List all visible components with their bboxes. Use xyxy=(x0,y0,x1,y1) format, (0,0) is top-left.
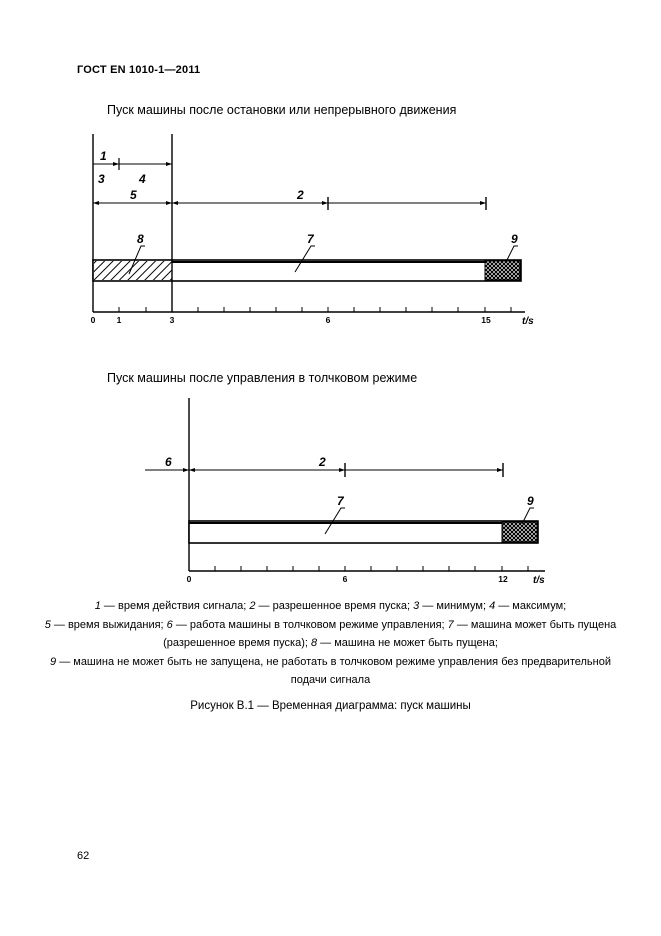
label-1: 1 xyxy=(100,149,107,163)
legend-text-7: — машина может быть пущена (разрешенное время пуска); xyxy=(163,618,617,649)
legend-num-5: 5 xyxy=(44,618,51,631)
label-8: 8 xyxy=(137,232,144,246)
label-7b: 7 xyxy=(337,494,344,508)
legend-num-1: 1 xyxy=(94,600,101,612)
diagram2-bar xyxy=(189,521,538,543)
label-7: 7 xyxy=(307,232,314,246)
diagram2-caption: Пуск машины после управления в толчковом режиме xyxy=(107,371,418,385)
label-9b: 9 xyxy=(527,494,534,508)
legend-num-6: 6 xyxy=(166,618,173,631)
legend-num-4: 4 xyxy=(489,600,496,612)
diagram1-tick-6: 6 xyxy=(325,315,331,325)
legend-text-9: — машина не может быть не запущена, не работать в толчковом режиме управления без предварительной подачи сигнала xyxy=(56,655,611,686)
label-4: 4 xyxy=(139,172,146,186)
segment-9-crosshatched xyxy=(485,261,520,280)
legend-num-7: 7 xyxy=(447,618,454,631)
diagram1 xyxy=(91,134,534,327)
diagram2-tick-0: 0 xyxy=(186,574,192,584)
legend-num-8: 8 xyxy=(310,637,318,649)
diagram2-unit: t/s xyxy=(533,575,545,586)
diagram1-caption: Пуск машины после остановки или непрерывного движения xyxy=(107,103,457,117)
diagram1-tick-0: 0 xyxy=(90,315,96,325)
legend-num-2: 2 xyxy=(249,600,256,612)
figure-legend xyxy=(40,597,621,690)
diagram1-tick-15: 15 xyxy=(481,315,491,325)
diagram2-tick-12: 12 xyxy=(498,574,508,584)
label-5: 5 xyxy=(130,188,137,202)
segment-9b-crosshatched xyxy=(502,522,537,542)
legend-text-1: — время действия сигнала; xyxy=(100,600,250,612)
diagram1-tick-1: 1 xyxy=(116,315,122,325)
legend-num-9: 9 xyxy=(50,655,57,668)
legend-text-8: — машина не может быть пущена; xyxy=(317,637,498,649)
label-2: 2 xyxy=(297,188,304,202)
diagram1-tick-3: 3 xyxy=(169,315,175,325)
document-header: ГОСТ EN 1010-1—2011 xyxy=(77,64,201,76)
label-6: 6 xyxy=(165,455,172,469)
legend-text-6: — работа машины в толчковом режиме управления; xyxy=(172,618,448,631)
diagram2-tick-6: 6 xyxy=(342,574,348,584)
legend-num-3: 3 xyxy=(413,600,420,612)
label-2b: 2 xyxy=(319,455,326,469)
page-number: 62 xyxy=(77,850,90,862)
label-3: 3 xyxy=(98,172,105,186)
figure-caption: Рисунок В.1 — Временная диаграмма: пуск машины xyxy=(190,700,471,712)
diagram1-unit: t/s xyxy=(522,316,534,327)
diagram2 xyxy=(145,398,545,586)
legend-text-5: — время выжидания; xyxy=(50,618,167,631)
legend-text-3: — минимум; xyxy=(419,600,490,612)
legend-text-4: — максимум; xyxy=(495,600,567,612)
legend-text-2: — разрешенное время пуска; xyxy=(255,600,414,612)
label-9: 9 xyxy=(511,232,518,246)
